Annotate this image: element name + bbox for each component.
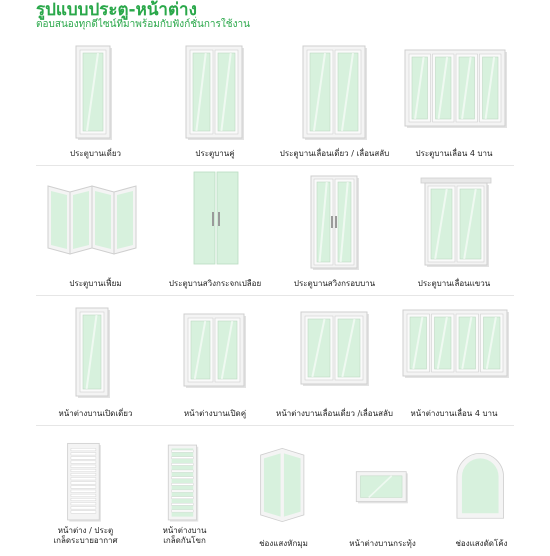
page-title: รูปแบบประตู-หน้าต่าง [36, 0, 197, 20]
sliding-door-icon [275, 36, 394, 144]
hanging-sliding-door-icon [395, 166, 514, 274]
product-label: หน้าต่างบานกระทุ้ง [349, 539, 416, 548]
page-subtitle: ตอบสนองทุกดีไซน์ที่มาพร้อมกับฟังก์ชั่นการใช้งาน [36, 19, 250, 30]
product-label: หน้าต่างบานเปิดคู่ [183, 409, 247, 418]
product-label: ประตูบานสวิงกรอบบาน [293, 279, 376, 288]
product-card[interactable] [156, 296, 275, 426]
product-row [36, 296, 514, 426]
product-label: ช่องแสงดัดโค้ง [455, 539, 508, 548]
product-card[interactable] [395, 166, 514, 296]
product-card[interactable] [36, 426, 135, 556]
product-label: หน้าต่างบาน เกล็ดกันโขก [162, 526, 207, 545]
awning-window-icon [333, 426, 432, 534]
single-door-icon [36, 36, 155, 144]
product-card[interactable] [135, 426, 234, 556]
product-label: ช่องแสงหักมุม [259, 539, 308, 548]
product-card[interactable] [156, 166, 275, 296]
product-label: หน้าต่างบานเปิดเดี่ยว [58, 409, 133, 418]
four-panel-sliding-door-icon [395, 36, 514, 144]
product-row [36, 426, 514, 556]
product-card[interactable] [333, 426, 432, 556]
product-label: หน้าต่างบานเลื่อนเดี่ยว /เลื่อนสลับ [276, 409, 393, 418]
product-card[interactable] [275, 36, 394, 166]
louver-vent-icon [36, 426, 135, 534]
product-card[interactable] [36, 36, 155, 166]
product-card[interactable] [395, 36, 514, 166]
single-casement-window-icon [36, 296, 155, 404]
product-label: ประตูบานเฟี้ยม [69, 279, 122, 288]
product-card[interactable] [36, 166, 155, 296]
sliding-window-icon [275, 296, 394, 404]
folding-door-icon [36, 166, 155, 274]
bay-window-icon [234, 426, 333, 534]
product-card[interactable] [432, 426, 531, 556]
louver-window-icon [135, 426, 234, 534]
double-door-icon [156, 36, 275, 144]
product-card[interactable] [275, 296, 394, 426]
product-row [36, 36, 514, 166]
product-label: ประตูบานเดี่ยว [69, 149, 121, 158]
product-row [36, 166, 514, 296]
frameless-glass-door-icon [156, 166, 275, 274]
product-card[interactable] [395, 296, 514, 426]
product-label: ประตูบานคู่ [195, 149, 235, 158]
double-casement-window-icon [156, 296, 275, 404]
product-catalog [36, 36, 514, 548]
product-label: ประตูบานสวิงกระจกเปลือย [168, 279, 262, 288]
framed-glass-swing-door-icon [275, 166, 394, 274]
product-label: ประตูบานเลื่อนแขวน [417, 279, 491, 288]
product-card[interactable] [234, 426, 333, 556]
page-header [36, 0, 250, 31]
product-label: หน้าต่างบานเลื่อน 4 บาน [410, 409, 498, 418]
product-label: ประตูบานเลื่อนเดี่ยว / เลื่อนสลับ [279, 149, 390, 158]
product-card[interactable] [156, 36, 275, 166]
arched-window-icon [432, 426, 531, 534]
product-label: หน้าต่าง / ประตู เกล็ดระบายอากาศ [53, 526, 118, 545]
product-card[interactable] [275, 166, 394, 296]
product-label: ประตูบานเลื่อน 4 บาน [415, 149, 493, 158]
four-panel-sliding-window-icon [395, 296, 514, 404]
product-card[interactable] [36, 296, 155, 426]
